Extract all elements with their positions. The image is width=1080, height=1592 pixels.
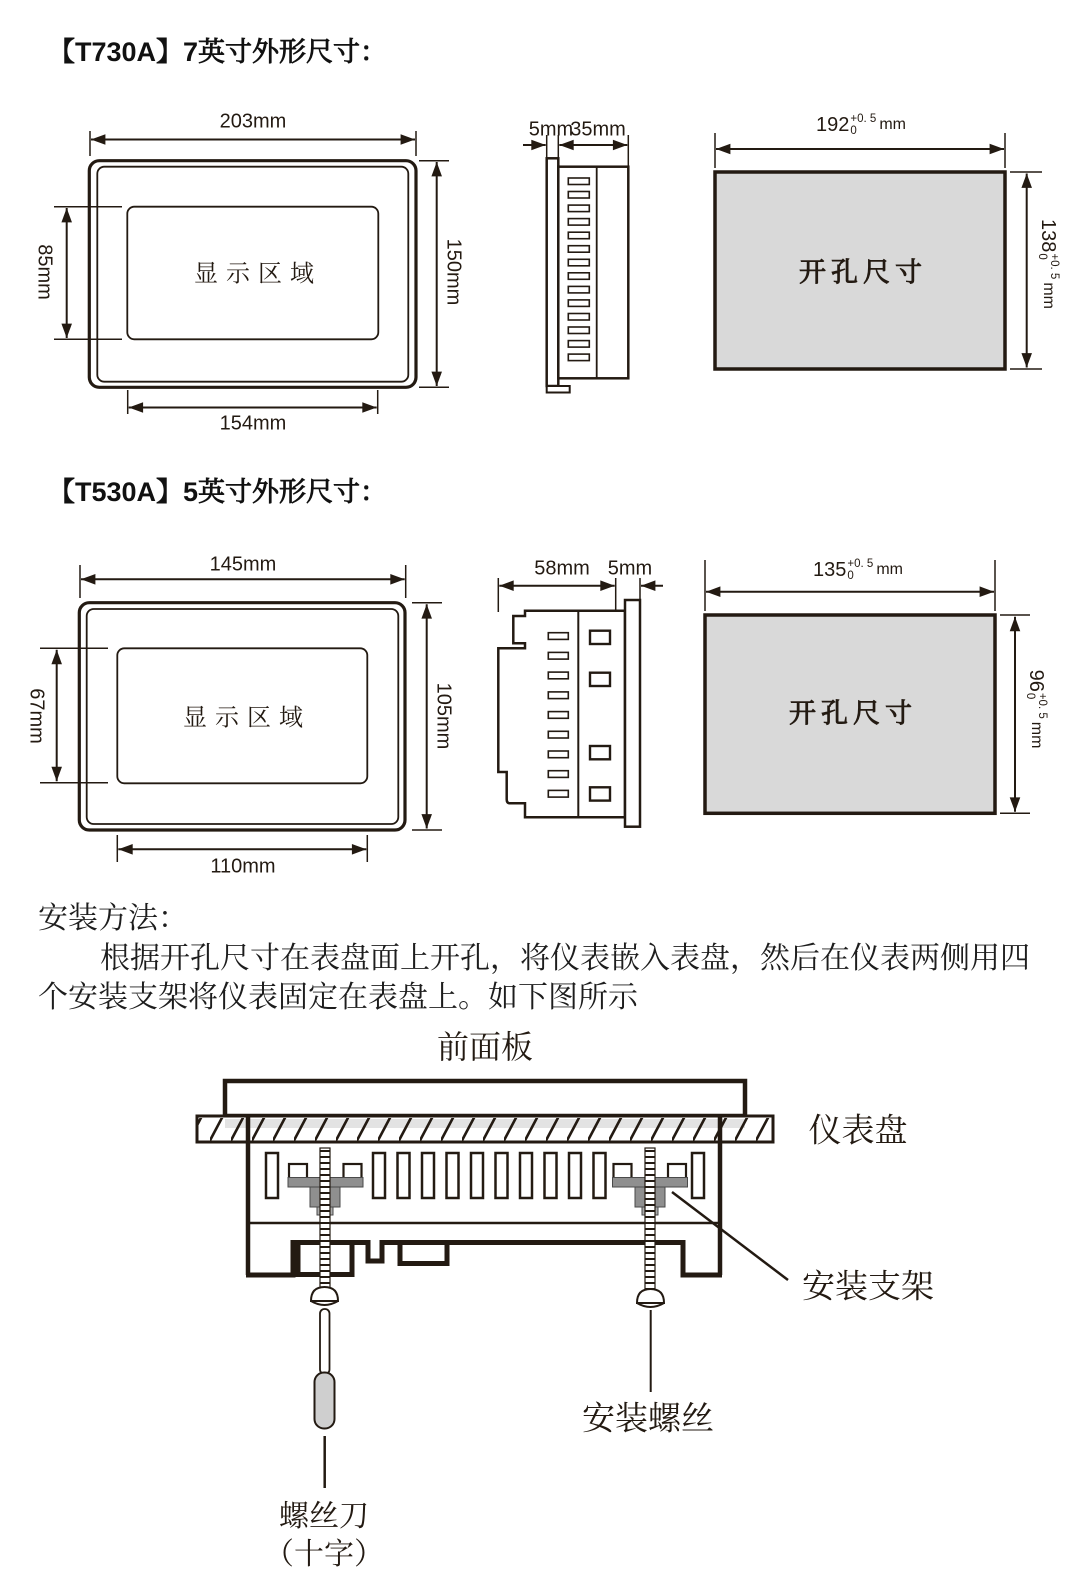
t730a-display-width-dim: 154mm bbox=[219, 412, 287, 435]
t530a-side-view bbox=[498, 578, 663, 827]
t530a-cutout-view bbox=[705, 560, 1030, 813]
mounting-screw-left bbox=[311, 1148, 338, 1305]
mounting-bracket-label: 安装支架 bbox=[802, 1269, 934, 1306]
front-panel-label: 前面板 bbox=[436, 1029, 534, 1065]
t530a-display-width-dim: 110mm bbox=[210, 855, 276, 878]
t730a-display-area-label: 显示区域 bbox=[194, 261, 322, 288]
t730a-title: 【T730A】7英寸外形尺寸： bbox=[48, 37, 388, 67]
bracket-leader-line bbox=[672, 1192, 788, 1280]
installation-text-line2: 个安装支架将仪表固定在表盘上。如下图所示 bbox=[38, 981, 638, 1014]
instrument-panel-shape bbox=[197, 1116, 773, 1142]
t730a-bezel-depth-dim: 5mm bbox=[528, 118, 574, 141]
t530a-body-depth-dim: 58mm bbox=[534, 557, 590, 580]
installation-text-line1: 根据开孔尺寸在表盘面上开孔，将仪表嵌入表盘，然后在仪表两侧用四 bbox=[100, 942, 1030, 975]
t530a-title: 【T530A】5英寸外形尺寸： bbox=[48, 477, 388, 507]
t530a-cutout-height-dim: 96 +0. 5 0 mm bbox=[1024, 669, 1048, 749]
t730a-overall-height-dim: 150mm bbox=[442, 238, 465, 306]
mounting-screw-label: 安装螺丝 bbox=[582, 1401, 714, 1438]
t730a-cutout-width-dim: 192 +0. 5 0 mm bbox=[816, 113, 906, 137]
t530a-drawing bbox=[0, 530, 1080, 880]
instrument-panel-label: 仪表盘 bbox=[808, 1113, 908, 1150]
mounting-screw-right bbox=[637, 1148, 664, 1307]
screwdriver-shape bbox=[315, 1309, 335, 1488]
t730a-cutout-label: 开孔尺寸 bbox=[799, 257, 927, 288]
t530a-cutout-label: 开孔尺寸 bbox=[789, 698, 917, 729]
t530a-overall-height-dim: 105mm bbox=[432, 682, 455, 750]
t530a-overall-width-dim: 145mm bbox=[209, 553, 277, 576]
t730a-cutout-height-dim: 138 +0. 5 0 mm bbox=[1036, 219, 1060, 309]
t730a-side-view bbox=[523, 135, 628, 393]
installation-heading: 安装方法： bbox=[38, 902, 188, 935]
t530a-bezel-depth-dim: 5mm bbox=[607, 557, 653, 580]
t730a-overall-width-dim: 203mm bbox=[219, 110, 287, 133]
front-panel-shape bbox=[225, 1081, 745, 1116]
t730a-display-height-dim: 85mm bbox=[33, 244, 56, 300]
screwdriver-label: 螺丝刀 bbox=[279, 1500, 369, 1533]
t530a-display-height-dim: 67mm bbox=[25, 688, 48, 744]
screwdriver-type-label: （十字） bbox=[264, 1538, 384, 1571]
t530a-display-area-label: 显示区域 bbox=[183, 705, 311, 732]
t730a-body-depth-dim: 35mm bbox=[570, 118, 626, 141]
t530a-cutout-width-dim: 135 +0. 5 0 mm bbox=[813, 558, 903, 582]
